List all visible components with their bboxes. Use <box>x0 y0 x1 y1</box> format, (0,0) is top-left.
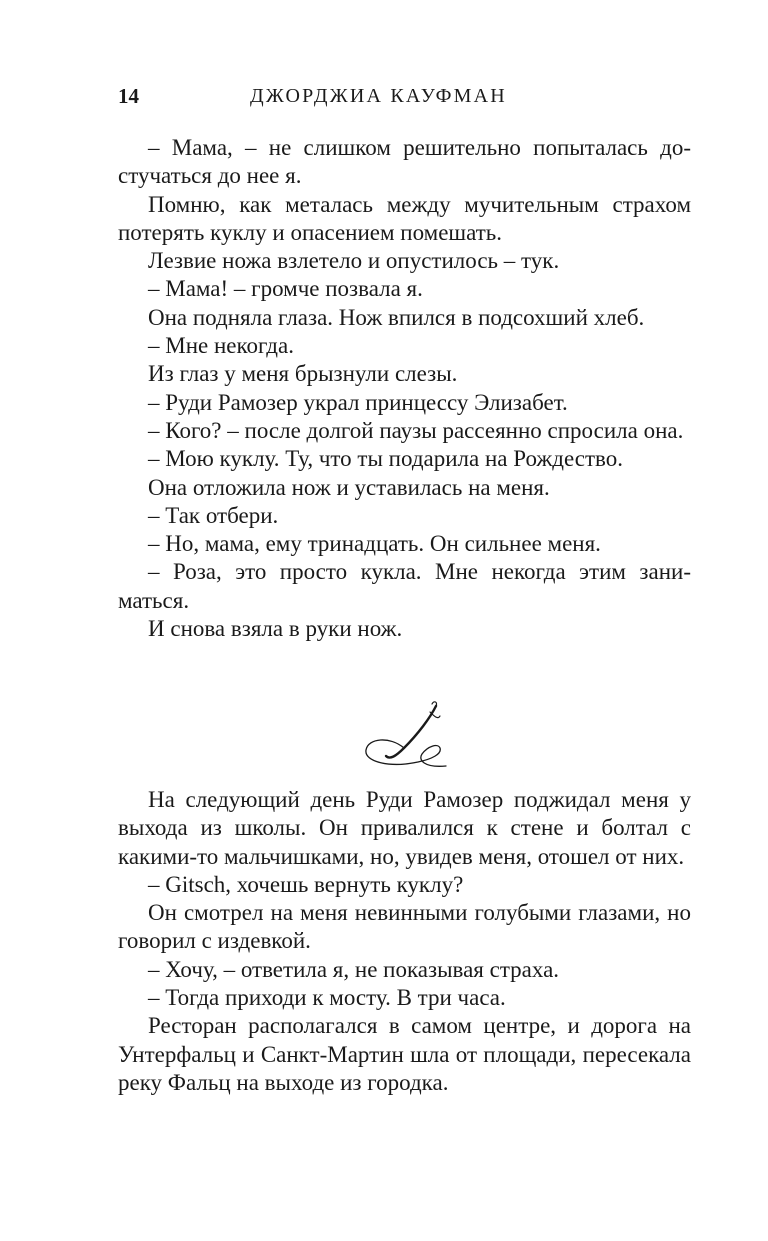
paragraph: – Так отбери. <box>148 502 279 528</box>
paragraph: Из глаз у меня брызнули слезы. <box>148 361 458 387</box>
paragraph: Лезвие ножа взлетело и опустилось – тук. <box>148 248 560 274</box>
paragraph: Она отложила нож и уставилась на меня. <box>148 474 550 500</box>
paragraph: – Gitsch, хочешь вернуть куклу? <box>148 871 464 897</box>
calligraphic-flourish-icon <box>360 698 460 778</box>
page-number: 14 <box>118 84 139 108</box>
paragraph: Ресторан располагался в самом центре, и дорога на Унтерфальц и Санкт-Мартин шла от площади, пересекала реку Фальц на выходе из городка. <box>118 1013 691 1095</box>
paragraph: – Но, мама, ему тринадцать. Он сильнее меня. <box>148 531 601 557</box>
paragraph: – Роза, это просто кукла. Мне некогда этим заниматься. <box>118 559 691 613</box>
text-section-1 <box>118 134 691 643</box>
paragraph: – Мою куклу. Ту, что ты подарила на Рождество. <box>148 446 623 472</box>
paragraph: – Мама, – не слишком решительно попыталась достучаться до нее я. <box>118 135 691 189</box>
paragraph: – Тогда приходи к мосту. В три часа. <box>148 985 506 1011</box>
running-title: ДЖОРДЖИА КАУФМАН <box>250 85 507 107</box>
paragraph: – Хочу, – ответила я, не показывая страха. <box>148 956 560 982</box>
paragraph: – Руди Рамозер украл принцессу Элизабет. <box>148 389 568 415</box>
paragraph: Помню, как металась между мучительным страхом потерять куклу и опасением помешать. <box>118 191 691 245</box>
text-section-2 <box>118 786 691 1097</box>
paragraph: И снова взяла в руки нож. <box>148 616 403 642</box>
paragraph: – Мама! – громче позвала я. <box>148 276 423 302</box>
paragraph: – Кого? – после долгой паузы рассеянно спросила она. <box>148 417 684 443</box>
paragraph: – Мне некогда. <box>148 333 294 359</box>
paragraph: На следующий день Руди Рамозер поджидал меня у выхода из школы. Он привалился к стене и болтал с какими-то мальчишками, но, увидев меня, отошел от них. <box>118 787 691 869</box>
paragraph: Она подняла глаза. Нож впился в подсохший хлеб. <box>148 304 645 330</box>
paragraph: Он смотрел на меня невинными голубыми глазами, но говорил с издевкой. <box>118 900 691 954</box>
